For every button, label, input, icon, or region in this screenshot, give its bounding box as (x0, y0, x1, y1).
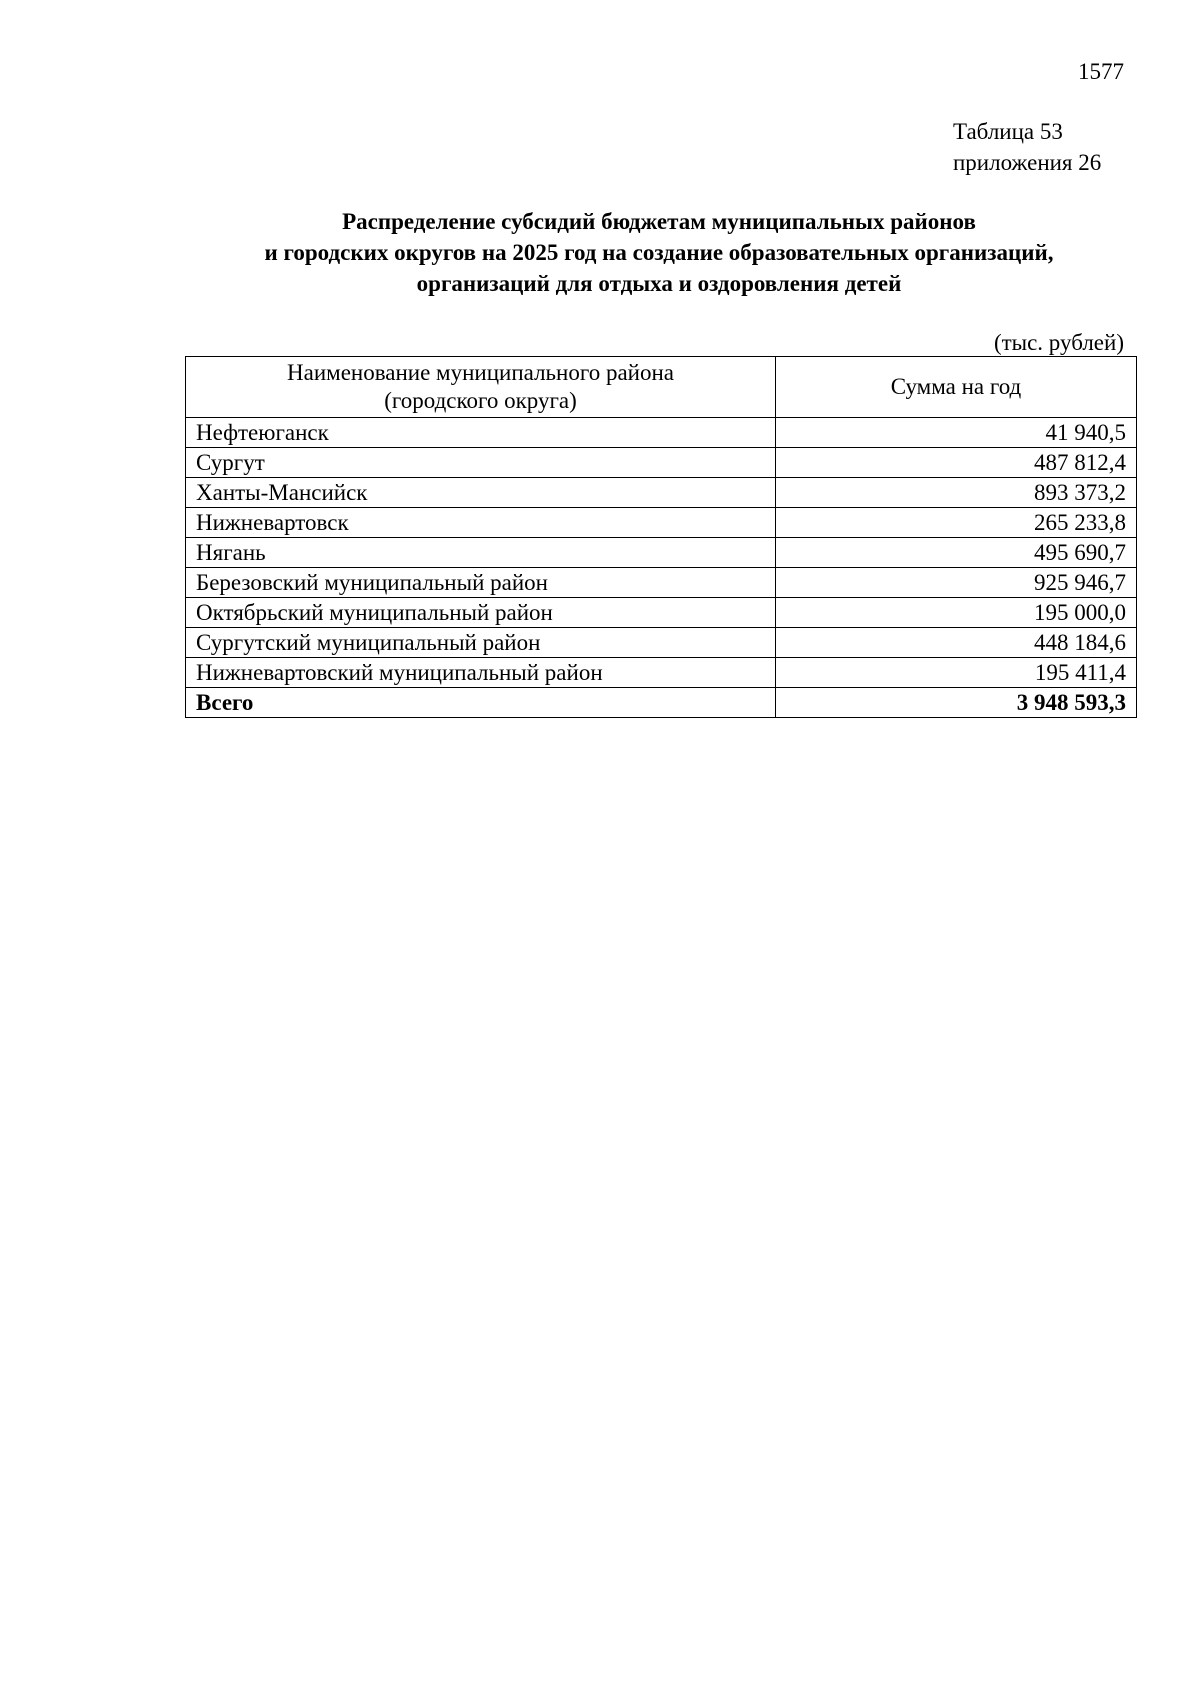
municipality-name: Сургут (186, 448, 776, 478)
municipality-name: Нягань (186, 538, 776, 568)
municipality-name: Нижневартовский муниципальный район (186, 658, 776, 688)
table-header-row (186, 357, 1137, 418)
amount-value: 265 233,8 (776, 508, 1137, 538)
table-row (186, 658, 1137, 688)
total-label: Всего (186, 688, 776, 718)
table-row (186, 478, 1137, 508)
table-row (186, 508, 1137, 538)
column-header-name (186, 357, 776, 418)
amount-value: 41 940,5 (776, 418, 1137, 448)
table-row (186, 538, 1137, 568)
page-number: 1577 (1078, 59, 1124, 84)
amount-value: 495 690,7 (776, 538, 1137, 568)
column-header-amount: Сумма на год (776, 357, 1137, 418)
table-number: Таблица 53 (953, 119, 1063, 144)
column-header-name-line: Наименование муниципального района (287, 360, 674, 385)
total-row (186, 688, 1137, 718)
amount-value: 195 411,4 (776, 658, 1137, 688)
subsidy-table (185, 356, 1137, 718)
title-line: и городских округов на 2025 год на создание образовательных организаций, (264, 240, 1054, 265)
municipality-name: Нефтеюганск (186, 418, 776, 448)
table-row (186, 418, 1137, 448)
amount-value: 925 946,7 (776, 568, 1137, 598)
table-row (186, 598, 1137, 628)
municipality-name: Ханты-Мансийск (186, 478, 776, 508)
amount-value: 195 000,0 (776, 598, 1137, 628)
document-title (185, 206, 1133, 299)
table-row (186, 568, 1137, 598)
table-reference (953, 116, 1101, 178)
municipality-name: Березовский муниципальный район (186, 568, 776, 598)
title-line: Распределение субсидий бюджетам муниципальных районов (342, 209, 976, 234)
municipality-name: Сургутский муниципальный район (186, 628, 776, 658)
amount-value: 893 373,2 (776, 478, 1137, 508)
column-header-name-line: (городского округа) (384, 388, 577, 413)
table-row (186, 448, 1137, 478)
table-row (186, 628, 1137, 658)
amount-value: 487 812,4 (776, 448, 1137, 478)
appendix-number: приложения 26 (953, 150, 1102, 175)
municipality-name: Октябрьский муниципальный район (186, 598, 776, 628)
title-line: организаций для отдыха и оздоровления детей (416, 271, 902, 296)
units-label: (тыс. рублей) (993, 330, 1124, 355)
amount-value: 448 184,6 (776, 628, 1137, 658)
total-amount: 3 948 593,3 (776, 688, 1137, 718)
municipality-name: Нижневартовск (186, 508, 776, 538)
